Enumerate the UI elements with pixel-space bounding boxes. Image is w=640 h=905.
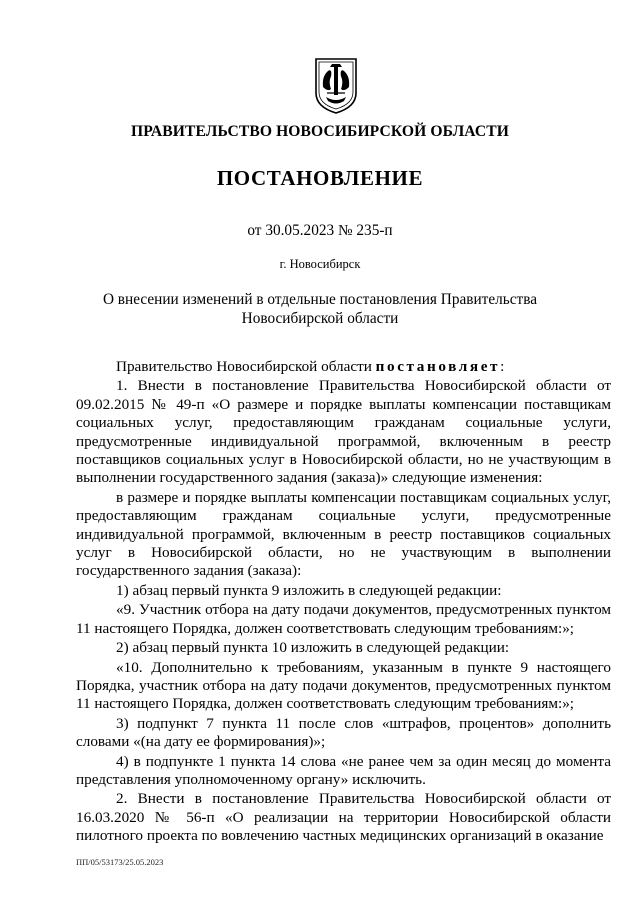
intro-action: постановляет [375,358,501,375]
paragraph-4: «9. Участник отбора на дату подачи документов, предусмотренных пунктом 11 настоящего Порядка, должен соответствовать следующим требованиям:»; [76,601,611,637]
intro-prefix: Правительство Новосибирской области [116,358,376,375]
paragraph-6: «10. Дополнительно к требованиям, указанным в пункте 9 настоящего Порядка, участник отбора на дату подачи документов, предусмотренных пунктом 11 настоящего Порядка, должен соответствовать следующим требованиям:»; [76,658,611,713]
paragraph-3: 1) абзац первый пункта 9 изложить в следующей редакции: [116,581,502,599]
paragraph-1: 1. Внести в постановление Правительства Новосибирской области от 09.02.2015 № 49-п «О размере и порядке выплаты компенсации поставщикам социальных услуг, предоставляющим гражданам социальные услуги, предусмотренные индивидуальной программой, включенным в реестр поставщиков социальных услуг в Новосибирской области, но не участвующим в выполнении государственного задания (заказа)» следующие изменения: [76,377,611,487]
document-body [76,358,611,846]
document-subject: О внесении изменений в отдельные постановления Правительства Новосибирской области [102,291,538,327]
document-date-number: от 30.05.2023 № 235-п [247,222,393,239]
intro-paragraph [76,358,611,376]
paragraph-8: 4) в подпункте 1 пункта 14 слова «не ранее чем за один месяц до момента представления уполномоченному органу» исключить. [76,752,611,788]
paragraph-9: 2. Внести в постановление Правительства Новосибирской области от 16.03.2020 № 56-п «О реализации на территории Новосибирской области пилотного проекта по вовлечению частных медицинских организаций в оказание [76,790,611,845]
document-footer-code: ПП/05/53173/25.05.2023 [76,857,164,867]
paragraph-5: 2) абзац первый пункта 10 изложить в следующей редакции: [116,639,510,657]
paragraph-7: 3) подпункт 7 пункта 11 после слов «штрафов, процентов» дополнить словами «(на дату ее формирования)»; [76,714,611,751]
document-type-title: ПОСТАНОВЛЕНИЕ [216,166,424,190]
intro-suffix: : [500,358,505,375]
document-city: г. Новосибирск [279,257,361,271]
organization-title: ПРАВИТЕЛЬСТВО НОВОСИБИРСКОЙ ОБЛАСТИ [131,123,509,140]
coat-of-arms-icon [314,57,358,115]
paragraph-2: в размере и порядке выплаты компенсации поставщикам социальных услуг, предоставляющим гражданам социальные услуги, предусмотренные индивидуальной программой, включенным в реестр поставщиков социальных услуг в Новосибирской области, но не участвующим в выполнении государственного задания (заказа): [76,488,611,580]
